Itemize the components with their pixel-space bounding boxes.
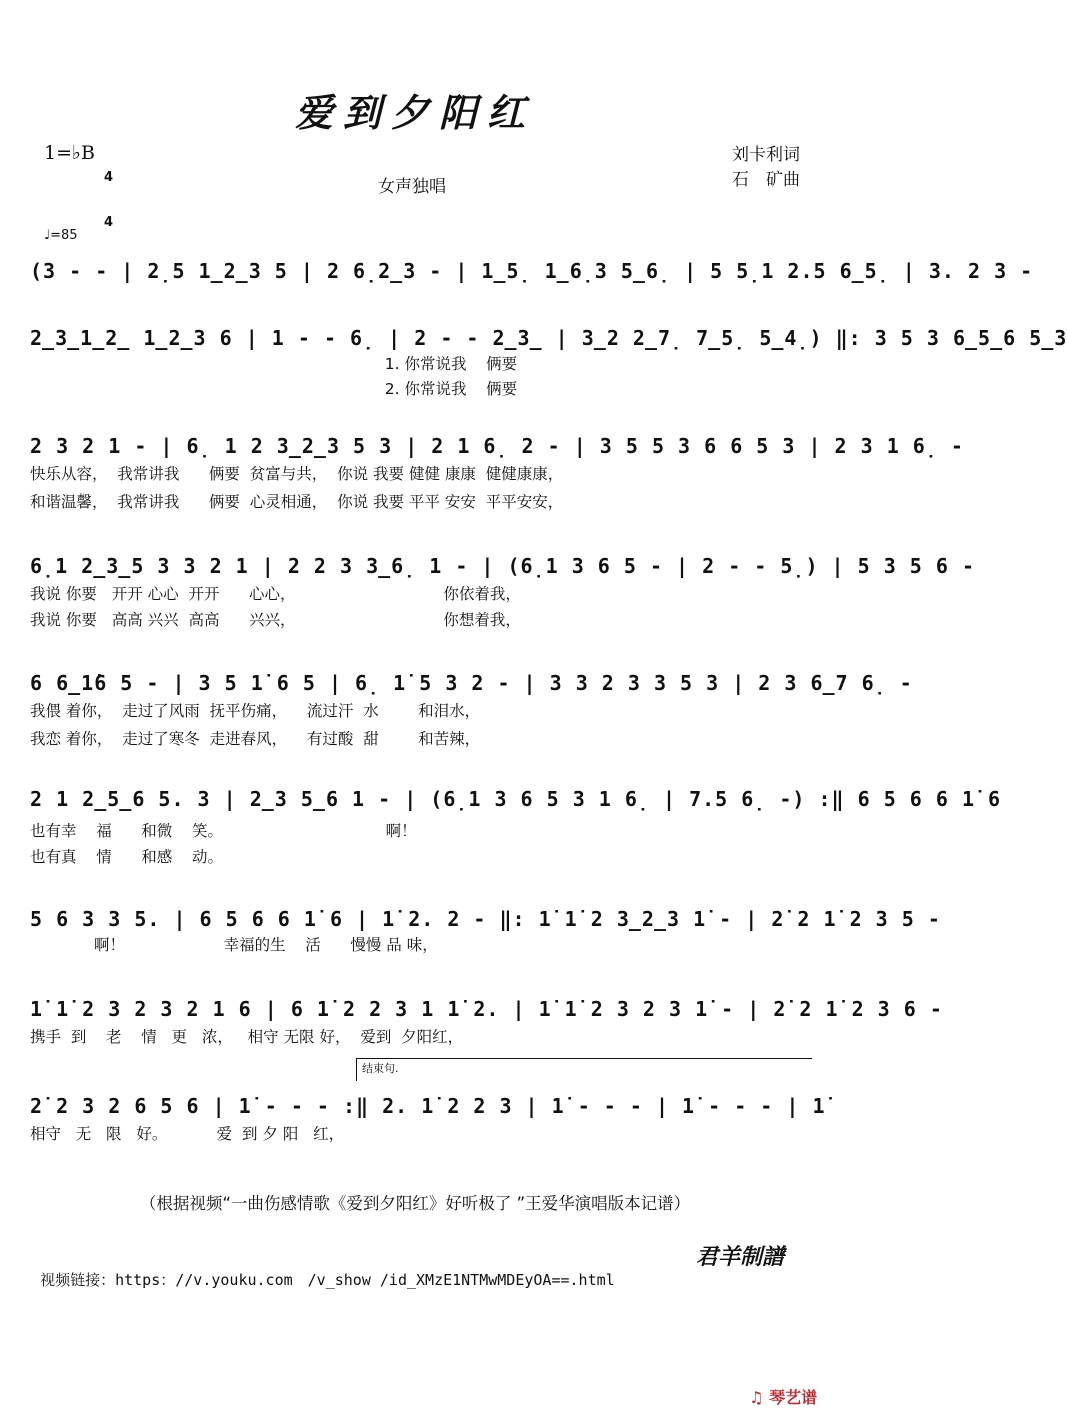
- staff-line-1: [30, 245, 1034, 309]
- notation: 2 3 2 1 - | 6̣ 1 2 3̲2̲3 5 3 | 2 1 6̣ 2 - | 3 5 5 3 6 6 5 3 | 2 3 1 6̣ -: [30, 434, 964, 458]
- notation: 2 1 2̲5̲6 5. 3 | 2̲3 5̲6 1 - | (6̣1 3 6 5 3 1 6̣ | 7.5 6̣ -) :‖ 6 5 6 6 1̇ 6: [30, 787, 1002, 811]
- notation: 1̇ 1̇ 2 3 2 3 2 1 6 | 6 1̇ 2 2 3 1 1̇ 2. | 1̇ 1̇ 2 3 2 3 1̇ - | 2̇ 2 1̇ 2 3 6 -: [30, 997, 943, 1021]
- lyric-verse-2: 2. 你常说我 俩要: [30, 380, 518, 398]
- composer: 石 矿曲: [732, 170, 800, 190]
- lyric-verse-1: 也有幸 福 和微 笑。 啊！: [30, 822, 417, 840]
- notation: 5 6 3 3 5. | 6 5 6 6 1̇ 6 | 1̇ 2. 2 - ‖: 1̇ 1̇ 2 3̲2̲3 1̇ - | 2̇ 2 1̇ 2 3 5 -: [30, 907, 941, 931]
- meter-bottom: 4: [104, 215, 114, 230]
- lyric-refrain: 携手 到 老 情 更 浓， 相守 无限 好， 爱到 夕阳红，: [30, 1028, 464, 1046]
- voice-type: 女声独唱: [378, 177, 446, 197]
- lyric-verse-1: 我说 你要 开开 心心 开开 心心， 你依着我，: [30, 585, 521, 603]
- coda-bracket: [356, 1058, 812, 1081]
- video-link-label: 视频链接：: [40, 1271, 116, 1289]
- lyric-verse-2: 也有真 情 和感 动。: [30, 848, 223, 866]
- transcriber-signature: 君羊制譜: [696, 1244, 785, 1270]
- lyric-verse-2: 和谐温馨， 我常讲我 俩要 心灵相通， 你说 我要 平平 安安 平平安安，: [30, 493, 564, 511]
- staff-line-2: [30, 312, 1067, 398]
- notation: 2̲3̲1̲2̲ 1̲2̲3 6 | 1 - - 6̣ | 2 - - 2̲3̲ | 3̲2 2̲7̣ 7̲5̣ 5̲4̣) ‖: 3 5 3 6̲5̲6 5̲3: [30, 326, 1067, 350]
- lyricist: 刘卡利词: [732, 145, 800, 165]
- logo-text: 琴艺谱: [769, 1388, 818, 1407]
- staff-line-9: [30, 1080, 826, 1144]
- video-link[interactable]: [22, 1251, 615, 1290]
- notation: 6̣1 2̲3̲5 3 3 2 1 | 2 2 3 3̲6̣ 1 - | (6̣1 3 6 5 - | 2 - - 5̣) | 5 3 5 6 -: [30, 554, 975, 578]
- video-link-url[interactable]: https：//v.youku.com /v_show /id_XMzE1NTMwMDEyOA==.html: [115, 1271, 615, 1289]
- tempo-mark: ♩=85: [44, 228, 78, 243]
- lyric-ending: 相守 无 限 好。 爱 到 夕 阳 红，: [30, 1125, 345, 1143]
- notation: 6 6̲1̇6 5 - | 3 5 1̇ 6 5 | 6̣ 1̇ 5 3 2 - | 3 3 2 3 3 5 3 | 2 3 6̲7 6̣ -: [30, 671, 913, 695]
- key-signature: 1=♭B: [44, 142, 95, 164]
- staff-line-4: [30, 540, 975, 629]
- time-signature: [104, 140, 113, 245]
- lyric-verse-1: 1. 你常说我 俩要: [30, 355, 518, 373]
- staff-line-3: [30, 420, 964, 511]
- notation: (3 - - | 2̣5 1̲2̲3 5 | 2 6̣2̲3 - | 1̲5̣ 1̲6̣3 5̲6̣ | 5 5̣1 2.5 6̲5̣ | 3. 2 3 -: [30, 259, 1034, 283]
- staff-line-5: [30, 657, 913, 748]
- lyric-verse-1: 我偎 着你， 走过了风雨 抚平伤痛， 流过汗 水 和泪水，: [30, 702, 481, 720]
- site-logo: [738, 1366, 817, 1408]
- staff-line-7: [30, 893, 941, 957]
- lyric-verse-1: 快乐从容， 我常讲我 俩要 贫富与共， 你说 我要 健健 康康 健健康康，: [30, 465, 564, 483]
- song-title: 爱到夕阳红: [294, 90, 535, 135]
- meter-top: 4: [104, 170, 114, 185]
- lyric-verse-2: 我说 你要 高高 兴兴 高高 兴兴， 你想着我，: [30, 611, 521, 629]
- staff-line-8: [30, 983, 943, 1047]
- coda-label: 结束句.: [362, 1062, 399, 1075]
- logo-icon: ♫: [749, 1388, 764, 1407]
- lyric-verse-2: 我恋 着你， 走过了寒冬 走进春风， 有过酸 甜 和苦辣，: [30, 730, 481, 748]
- transcription-note: （根据视频“一曲伤感情歌《爱到夕阳红》好听极了 ”王爱华演唱版本记谱）: [139, 1194, 691, 1213]
- lyric-refrain: 啊！ 幸福的生 活 慢慢 品 味，: [30, 936, 438, 954]
- notation: 2̇ 2 3 2 6 5 6 | 1̇ - - - :‖ 2. 1̇ 2 2 3 | 1̇ - - - | 1̇ - - - | 1̇: [30, 1094, 826, 1118]
- staff-line-6: [30, 773, 1002, 866]
